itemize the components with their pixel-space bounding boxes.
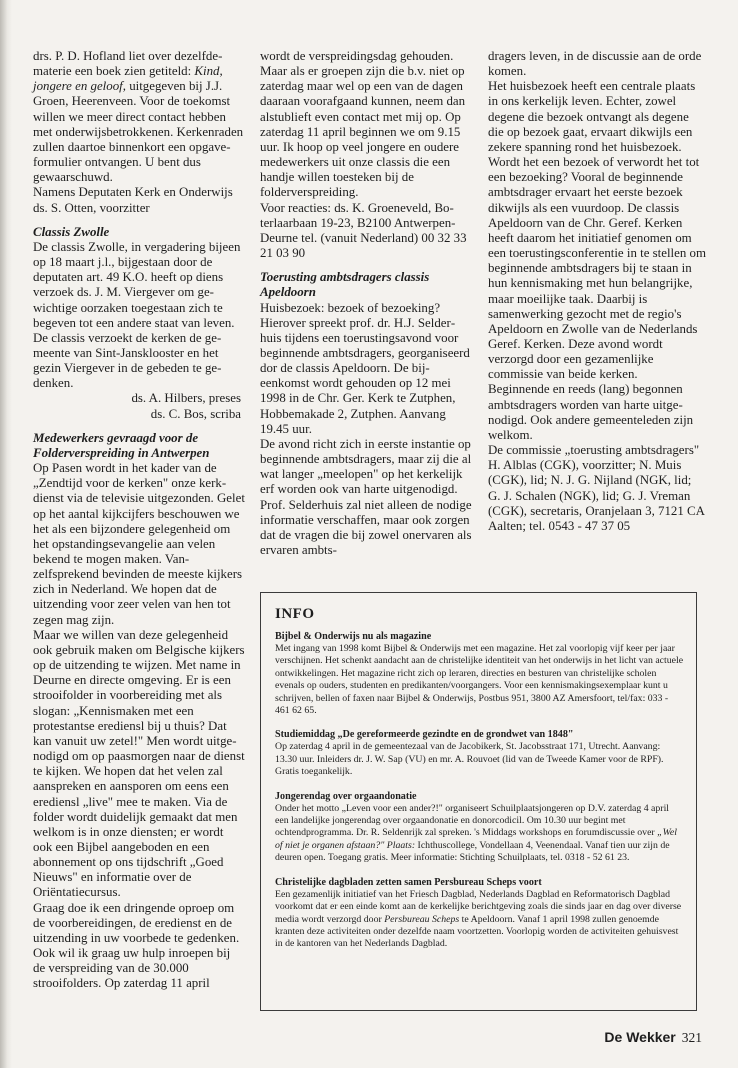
page-footer <box>582 1029 702 1047</box>
page-binding-shadow <box>0 0 12 1068</box>
classis-zwolle-body: De classis Zwolle, in vergadering bijeen op 18 maart j.l., bijgestaan door de deputaten art. 49 K.O. heeft op diens verzoek ds. J. M. Viergever om gewichtige oorzaken toegestaan zich te begeven tot een andere staat van leven. De classis verzoekt de kerken de gemeente van Sint-Jansklooster en het gezin Viergever in de gebeden te gedenken. <box>33 239 241 391</box>
column-3 <box>488 49 706 534</box>
intro-signature: Namens Deputaten Kerk en Onderwijs ds. S. Otten, voorzitter <box>33 185 233 215</box>
info-item-title: Bijbel & Onderwijs nu als magazine <box>275 631 432 642</box>
column-2 <box>260 49 472 558</box>
medewerkers-paragraph-1: Op Pasen wordt in het kader van de „Zendtijd voor de kerken" onze kerkdienst via de televisie uitgezonden. Gelet op het aantal kijkcijfers beschouwen we het als een bijzondere gelegenheid om het opstandingsevangelie aan velen bekend te mogen maken. Vanzelfsprekend bevinden de meeste kijkers zich in Nederland. We hopen dat de uitzending voor zeer velen van hen tot zegen mag zijn. <box>33 461 245 627</box>
info-item-title: Jongerendag over orgaandonatie <box>275 790 417 802</box>
toerusting-paragraph-4: Beginnende en reeds (lang) begonnen ambtsdragers worden van harte uitgenodigd. Ook andere gemeenteleden zijn welkom. <box>488 382 694 442</box>
info-item-body: Met ingang van 1998 komt Bijbel & Onderwijs met een magazine. Het zal voorlopig vijf keer per jaar verschijnen. Het schenkt aandacht aan de christelijke identiteit van het onderwijs in het licht van actuele ontwikkelingen. Het magazine richt zich op leraren, directies en besturen van christelijke scholen evenals op ouders, studenten en predikanten/voorgangers. Voor een kennismakingsexemplaar kunt u schrijven, bellen of faxen naar Bijbel & Onderwijs, Postbus 951, 3800 AZ Amersfoort, tel/fax: 033 - 461 62 65. <box>275 643 684 717</box>
medewerkers-heading: Medewerkers gevraagd voor de Folderverspreiding in Antwerpen <box>33 430 210 460</box>
info-item-body: Onder het motto „Leven voor een ander?!" organiseert Schuilplaatsjongeren op D.V. zaterdag 4 april een landelijke jongerendag over orgaandonatie en donorcodicil. Om 10.30 uur begint met ochtendprogramma. Dr. R. Seldenrijk zal spreken. 's Middags workshops en forumdiscussie over „Wel of niet je organen afstaan?" Plaats: Ichthuscollege, Vondellaan 4, Veenendaal. Vanaf tien uur zijn de deuren open. Toegang gratis. Meer informatie: Stichting Schuilplaats, tel. 0318 - 52 61 23. <box>275 802 677 864</box>
classis-zwolle-heading: Classis Zwolle <box>33 224 110 239</box>
toerusting-continuation: dragers leven, in de discussie aan de orde komen. <box>488 49 702 79</box>
page-number: 321 <box>681 1030 702 1045</box>
info-item <box>275 790 684 865</box>
toerusting-paragraph-1: Huisbezoek: bezoek of bezoeking? Hierover spreekt prof. dr. H.J. Selderhuis tijdens een toerustingsavond voor beginnende ambtsdragers, georganiseerd dor de classis Apeldoorn. De bijeenkomst wordt gehouden op 12 mei 1998 in de Chr. Ger. Kerk te Zutphen, Hobbemakade 2, Zutphen. Aanvang 19.45 uur. <box>260 300 470 436</box>
medewerkers-paragraph-3: Graag doe ik een dringende oproep om de voorbereidingen, de eredienst en de uitzending in uw voorbede te gedenken. Ook wil ik graag uw hulp inroepen bij de verspreiding van de 30.000 strooifolders. Op zaterdag 11 april <box>33 900 240 991</box>
toerusting-heading: Toerusting ambtsdragers classis Apeldoorn <box>260 270 430 300</box>
info-title: INFO <box>275 606 315 622</box>
intro-paragraph: drs. P. D. Hofland liet over dezelfdematerie een boek zien getiteld: Kind, jongere en geloof, uitgegeven bij J.J. Groen, Heerenveen. Voor de toekomst willen we meer direct contact hebben met onderwijsbetrokkenen. Kerkenraden zullen daartoe binnenkort een opgave-formulier ontvangen. U bent dus gewaarschuwd. <box>33 49 244 185</box>
classis-signature-scriba: ds. C. Bos, scriba <box>150 406 241 421</box>
info-item-body: Op zaterdag 4 april in de gemeentezaal van de Jacobikerk, St. Jacobsstraat 171, Utrecht. Aanvang: 13.30 uur. Inleiders dr. J. W. Sap (VU) en mr. A. Rouvoet (lid van de Tweede Kamer voor de RPF). Gratis toegankelijk. <box>275 741 664 778</box>
toerusting-paragraph-3: Het huisbezoek heeft een centrale plaats in ons kerkelijk leven. Echter, zowel degene die bezoek ontvangt als degene die op bezoek gaat, ervaart dikwijls een zekere spanning rond het huisbezoek. Wordt het een bezoek of verwordt het tot een bezoeking? Vooral de beginnende ambtsdrager ervaart het eerste bezoek dikwijls als een vuurdoop. De classis Apeldoorn van de Chr. Geref. Kerken heeft daarom het initiatief genomen om een toerustingsconferentie in te stellen om beginnende ambtsdragers bij te staan in hun kennismaking met hun belangrijke, maar moeilijke taak. Daarbij is samenwerking gezocht met de regio's Apeldoorn en Zwolle van de Nederlands Geref. Kerken. Deze avond wordt verzorgd door een gezamenlijke commissie van beide kerken. <box>488 79 706 382</box>
classis-signature-preses: ds. A. Hilbers, preses <box>131 391 241 406</box>
info-box <box>260 592 697 1011</box>
info-item-title: Christelijke dagbladen zetten samen Persbureau Scheps voort <box>275 876 542 888</box>
toerusting-committee: De commissie „toerusting ambtsdragers" H. Alblas (CGK), voorzitter; N. Muis (CGK), lid; N. J. G. Nijland (NGK, lid; G. J. Schalen (NGK), lid; G. J. Vreman (CGK), secretaris, Oranjelaan 3, 7121 CA Aalten; tel. 0543 - 47 37 05 <box>488 443 705 533</box>
info-item-title: Studiemiddag „De gereformeerde gezindte en de grondwet van 1848" <box>275 729 574 741</box>
info-item <box>275 876 684 951</box>
magazine-name: De Wekker <box>604 1029 676 1045</box>
column-1 <box>33 49 245 992</box>
info-item <box>275 630 684 717</box>
toerusting-paragraph-2: De avond richt zich in eerste instantie op beginnende ambtsdragers, maar zij die al wat langer „meelopen" op het kerkelijk erf worden ook van harte uitgenodigd. Prof. Selderhuis zal niet alleen de nodige informatie verschaffen, maar ook zorgen dat de vragen die bij zowel onervaren als ervaren ambts- <box>260 436 472 557</box>
antwerpen-continuation: wordt de verspreidingsdag gehouden. Maar als er groepen zijn die b.v. niet op zaterdag maar wel op een van de dagen daaraan voorafgaand kunnen, neem dan alstublieft even contact met mij op. Op zaterdag 11 april beginnen we om 9.15 uur. Ik hoop op veel jongere en oudere medewerkers uit onze classis die een handje willen toesteken bij de folderverspreiding. <box>260 49 466 200</box>
info-item-body: Een gezamenlijk initiatief van het Friesch Dagblad, Nederlands Dagblad en Reformatorisch Dagblad voorkomt dat er een einde komt aan de kerkelijke berichtgeving zoals die sinds jaar en dag over diverse media wordt verzorgd door Persbureau Scheps te Apeldoorn. Vanaf 1 april 1998 zullen genoemde kranten deze activiteiten onder dezelfde naam voortzetten. Voorlopig worden de activiteiten gehuisvest in de kantoren van het Nederlands Dagblad. <box>275 888 682 950</box>
antwerpen-contact: Voor reacties: ds. K. Groeneveld, Boterlaarbaan 19-23, B2100 Antwerpen-Deurne tel. (vanuit Nederland) 00 32 33 21 03 90 <box>260 200 467 261</box>
info-item <box>275 728 684 778</box>
medewerkers-paragraph-2: Maar we willen van deze gelegenheid ook gebruik maken om Belgische kijkers op de uitzending te wijzen. Met name in Deurne en directe omgeving. Er is een strooifolder in voorbereiding met als slogan: „Kennismaken met een protestantse erediensl bij u thuis? Dat kan vanuit uw zetel!" Men wordt uitgenodigd om op paasmorgen naar de dienst te kijken. We hopen dat het velen zal aanspreken en aansporen om eens een erediensl „live" mee te maken. Via de folder wordt duidelijk gemaakt dat men welkom is in onze diensten; er wordt ook een Bijbel aangeboden en een abonnement op ons tijdschrift „Goed Nieuws" en informatie over de Oriëntatiecursus. <box>33 627 245 900</box>
